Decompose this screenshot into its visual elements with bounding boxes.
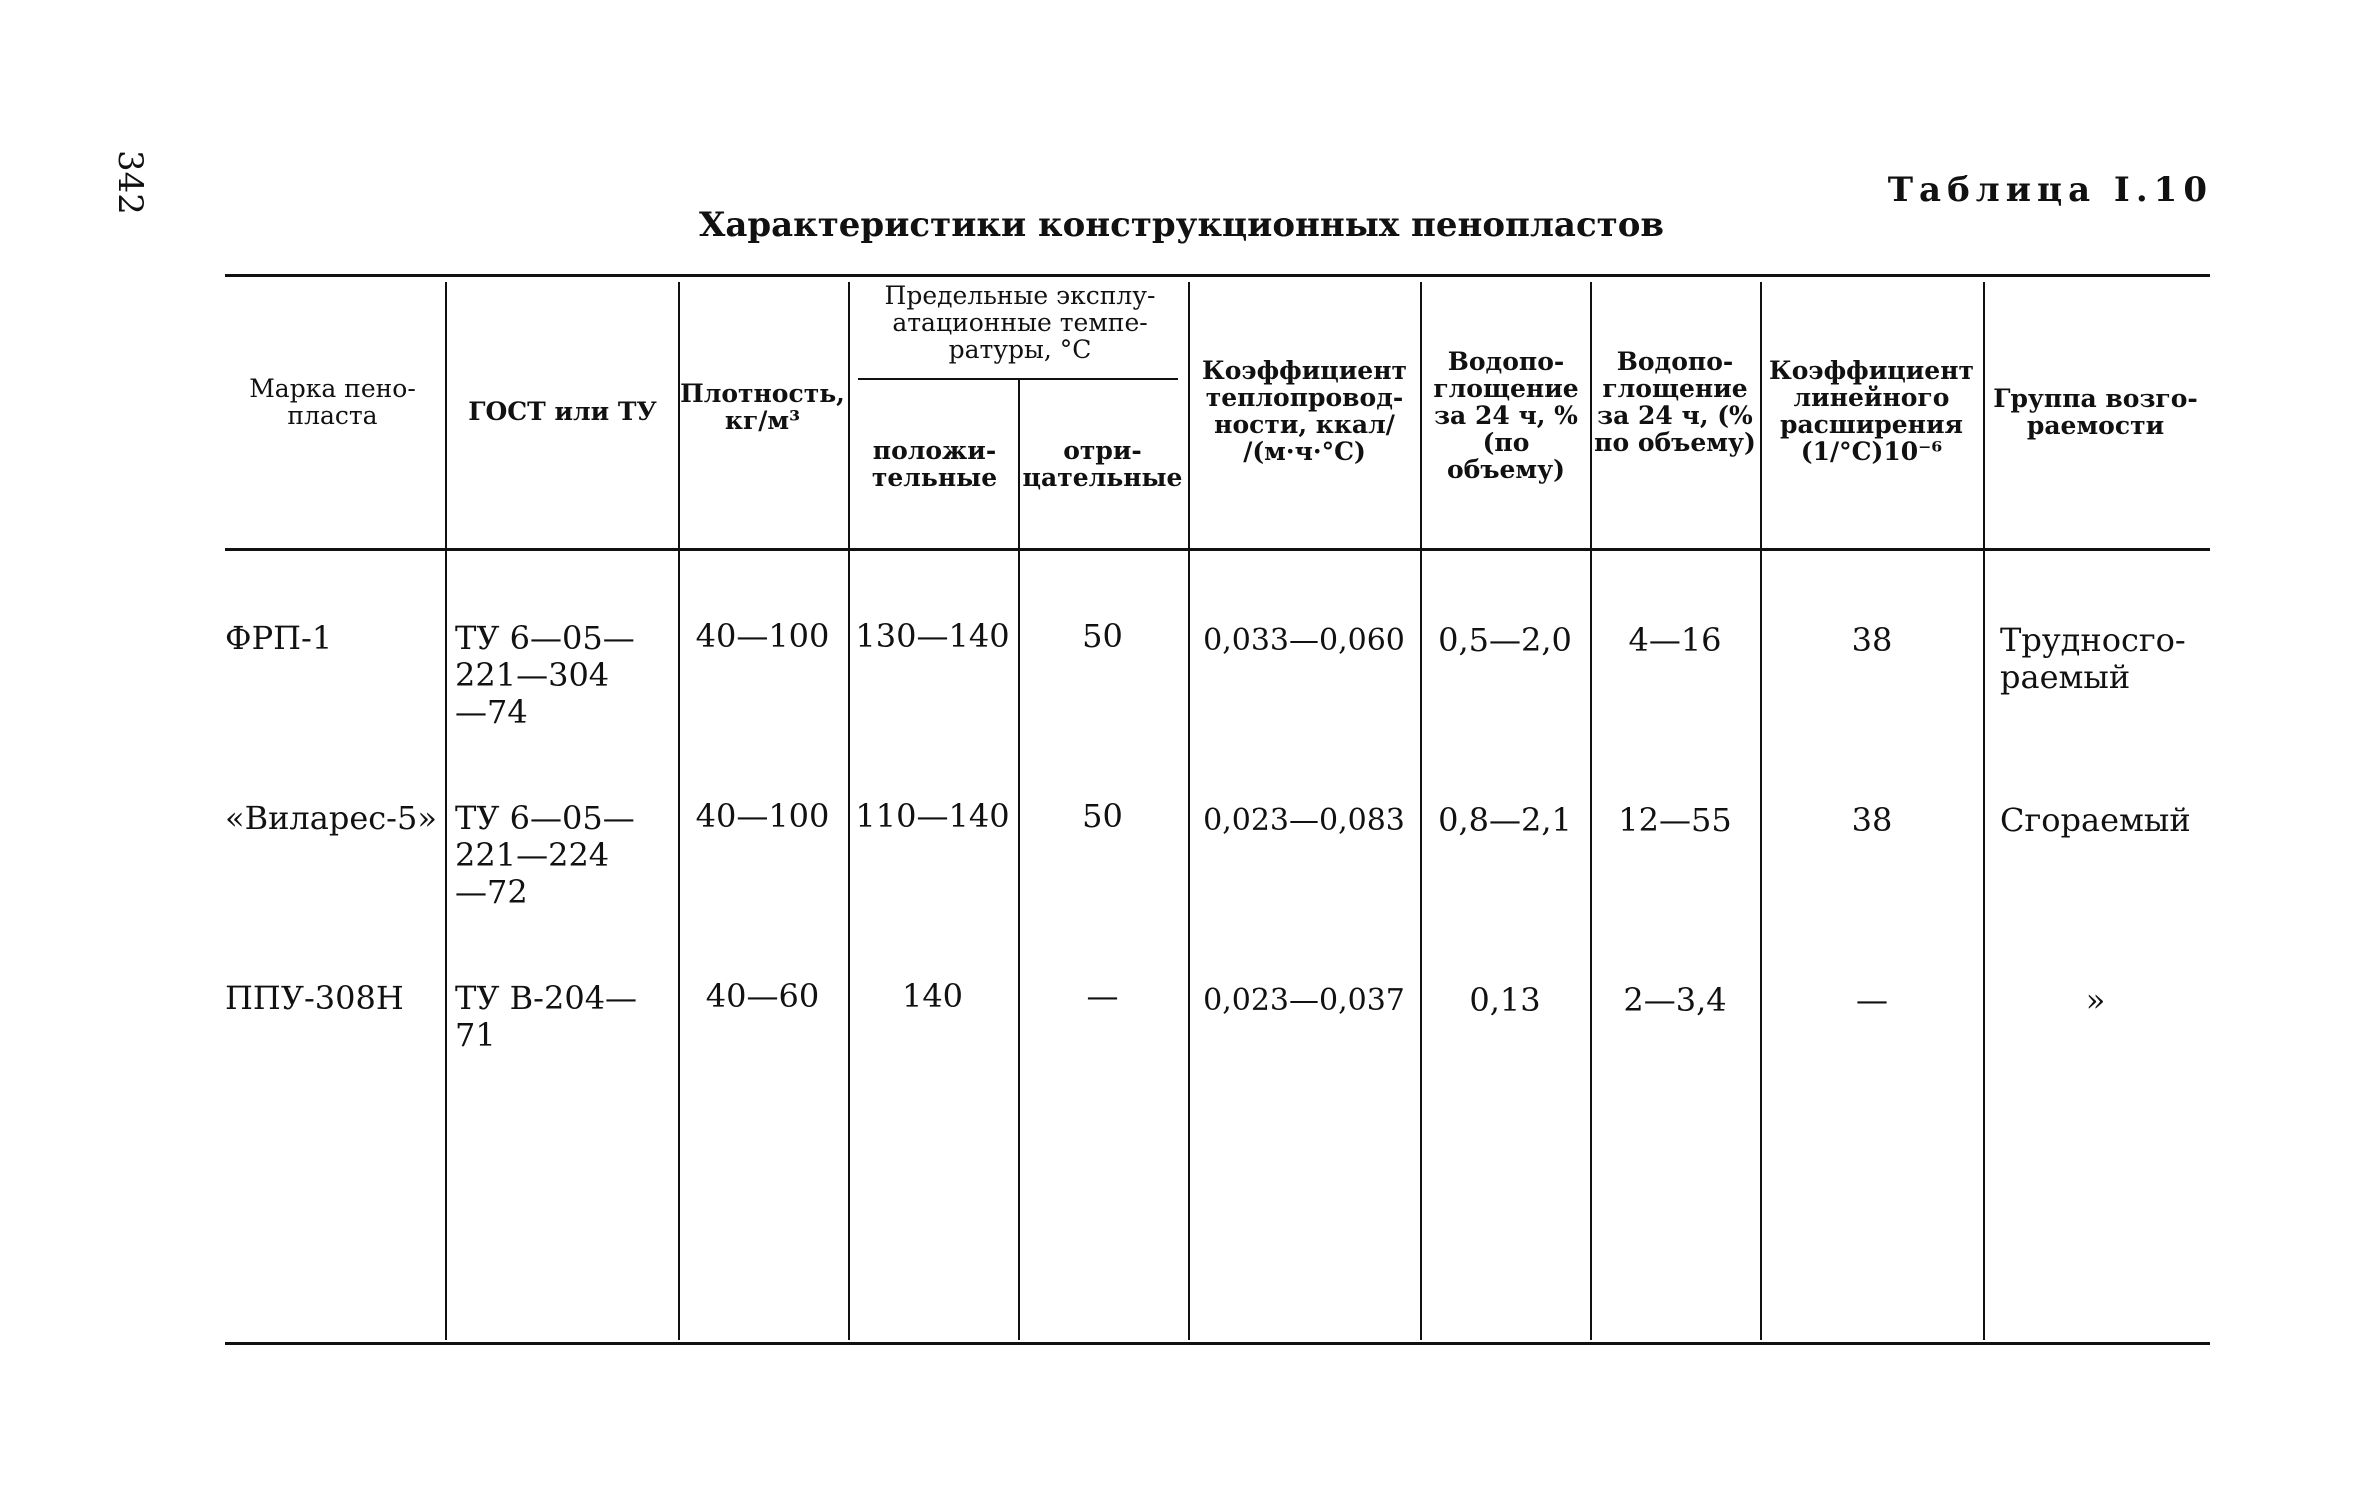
cell-gost: ТУ В-204—71 — [455, 979, 638, 1054]
cell-flammability: Трудносго-раемый — [2000, 621, 2186, 696]
table-bottom-rule — [225, 1342, 2210, 1345]
header-density: Плотность, кг/м³ — [680, 379, 845, 435]
cell-density: 40—100 — [695, 797, 830, 835]
cell-gost: ТУ 6—05—221—224—72 — [455, 799, 635, 911]
header-water-absorption-2: Водопо-глощение за 24 ч, (% по объему) — [1594, 347, 1756, 457]
table-label: Таблица I.10 — [1887, 170, 2213, 210]
cell-temp-positive: 130—140 — [855, 617, 1010, 655]
table-title: Характеристики конструкционных пенопластов — [698, 205, 1665, 245]
cell-conductivity: 0,033—0,060 — [1203, 623, 1405, 658]
cell-gost: ТУ 6—05—221—304—74 — [455, 619, 635, 731]
cell-density: 40—100 — [695, 617, 830, 655]
header-temperature-negative: отри-цательные — [1022, 436, 1183, 492]
header-linear-expansion: Коэффициент линейного расширения (1/°С)10⁻⁶ — [1769, 356, 1974, 466]
header-temperature-positive: положи-тельные — [871, 436, 998, 492]
header-gost: ГОСТ или ТУ — [468, 397, 657, 426]
cell-brand: ППУ-308Н — [225, 979, 404, 1017]
header-water-absorption-1: Водопо-глощение за 24 ч, % (по объему) — [1433, 347, 1579, 484]
header-conductivity: Коэффициент теплопровод-ности, ккал/ /(м·ч·°С) — [1202, 356, 1407, 466]
cell-flammability: Сгораемый — [2000, 801, 2191, 839]
cell-water-absorption-1: 0,5—2,0 — [1438, 621, 1572, 659]
header-brand: Марка пено-пласта — [249, 374, 416, 430]
cell-temp-negative: 50 — [1082, 797, 1123, 835]
cell-brand: ФРП-1 — [225, 619, 333, 657]
cell-water-absorption-1: 0,13 — [1469, 981, 1541, 1019]
cell-temp-positive: 140 — [901, 977, 964, 1015]
cell-water-absorption-1: 0,8—2,1 — [1438, 801, 1572, 839]
cell-flammability: » — [2085, 981, 2106, 1019]
page-number: 342 — [110, 150, 150, 215]
cell-linear-expansion: 38 — [1851, 621, 1893, 659]
cell-water-absorption-2: 4—16 — [1628, 621, 1722, 659]
cell-temp-negative: 50 — [1082, 617, 1123, 655]
cell-temp-negative: — — [1086, 977, 1119, 1015]
header-flammability-group: Группа возго-раемости — [1993, 384, 2198, 440]
cell-brand: «Виларес-5» — [225, 799, 437, 837]
cell-linear-expansion: — — [1856, 981, 1888, 1019]
cell-water-absorption-2: 2—3,4 — [1623, 981, 1727, 1019]
table-top-rule — [225, 274, 2210, 277]
cell-conductivity: 0,023—0,083 — [1203, 803, 1405, 838]
header-bottom-rule — [225, 548, 2210, 551]
cell-water-absorption-2: 12—55 — [1618, 801, 1732, 839]
cell-conductivity: 0,023—0,037 — [1203, 983, 1405, 1018]
header-temperature-group: Предельные эксплу-атационные темпе-ратуры, °С — [884, 281, 1156, 364]
cell-density: 40—60 — [705, 977, 820, 1015]
cell-temp-positive: 110—140 — [855, 797, 1010, 835]
column-divider — [1018, 380, 1020, 1340]
column-divider — [445, 282, 447, 1340]
column-divider — [1983, 282, 1985, 1340]
cell-linear-expansion: 38 — [1851, 801, 1893, 839]
